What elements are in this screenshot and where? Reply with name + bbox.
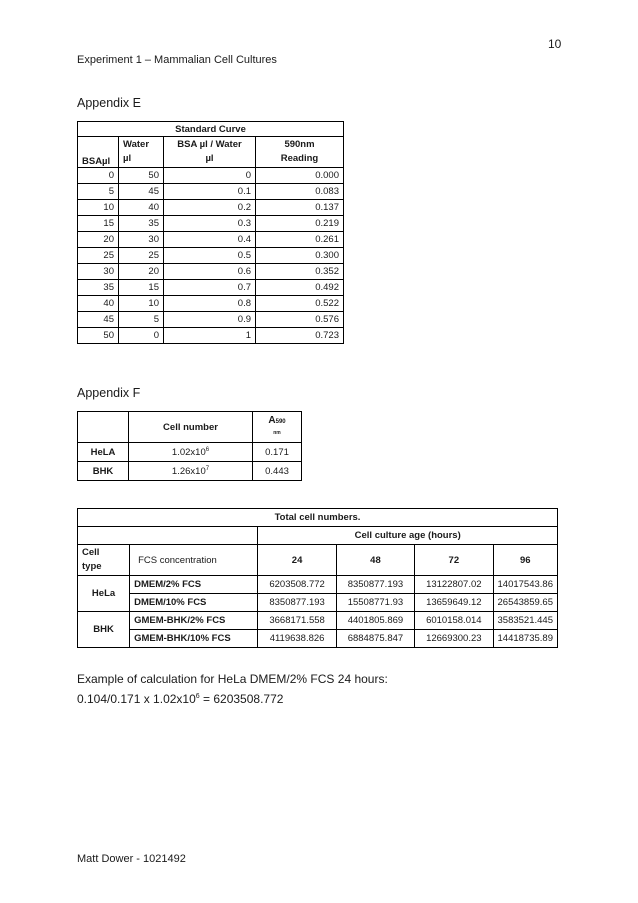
absorbance-bhk: 0.443 xyxy=(253,462,302,481)
cell-count-value: 13122807.02 xyxy=(415,576,493,594)
standard-curve-cell: 0.137 xyxy=(256,200,344,216)
appendix-f-title: Appendix F xyxy=(77,386,141,400)
header-reading: 590nm Reading xyxy=(256,137,344,168)
standard-curve-cell: 40 xyxy=(78,296,119,312)
header-cell-number: Cell number xyxy=(129,412,253,443)
standard-curve-cell: 0.300 xyxy=(256,248,344,264)
cell-count-value: 4401805.869 xyxy=(336,612,414,630)
standard-curve-cell: 0.492 xyxy=(256,280,344,296)
page-header: Experiment 1 – Mammalian Cell Cultures xyxy=(77,54,277,66)
standard-curve-cell: 25 xyxy=(78,248,119,264)
page-number: 10 xyxy=(548,37,562,51)
total-table-row xyxy=(78,594,558,612)
hour-96: 96 xyxy=(493,545,557,576)
standard-curve-title: Standard Curve xyxy=(78,122,344,137)
total-table-row xyxy=(78,630,558,648)
standard-curve-cell: 30 xyxy=(78,264,119,280)
header-ratio: BSA µl / Water µl xyxy=(164,137,256,168)
cell-type-header: Cell type xyxy=(78,545,130,576)
calculation-example xyxy=(77,671,388,708)
standard-curve-cell: 0 xyxy=(78,168,119,184)
standard-curve-cell: 0.219 xyxy=(256,216,344,232)
page-footer: Matt Dower - 1021492 xyxy=(77,853,186,865)
standard-curve-cell: 0.2 xyxy=(164,200,256,216)
cell-table-corner xyxy=(78,412,129,443)
cell-count-value: 12669300.23 xyxy=(415,630,493,648)
cell-count-value: 13659649.12 xyxy=(415,594,493,612)
cell-count-value: 14017543.86 xyxy=(493,576,557,594)
total-table-rows xyxy=(78,576,558,648)
calculation-line-2: 0.104/0.171 x $1.02x10^6 = 6203508.772$ xyxy=(77,692,284,706)
header-absorbance: A590 nm xyxy=(253,412,302,443)
standard-curve-row xyxy=(78,248,344,264)
standard-curve-cell: 0.352 xyxy=(256,264,344,280)
cell-count-value: 6884875.847 xyxy=(336,630,414,648)
cell-count-value: 8350877.193 xyxy=(258,594,336,612)
standard-curve-cell: 0.000 xyxy=(256,168,344,184)
cell-count-value: 3668171.558 xyxy=(258,612,336,630)
group-cell-type: HeLa xyxy=(78,576,130,612)
standard-curve-cell: 0.261 xyxy=(256,232,344,248)
standard-curve-cell: 50 xyxy=(78,328,119,344)
standard-curve-cell: 20 xyxy=(78,232,119,248)
cell-count-value: 14418735.89 xyxy=(493,630,557,648)
standard-curve-row xyxy=(78,296,344,312)
fcs-concentration: GMEM-BHK/10% FCS xyxy=(130,630,258,648)
standard-curve-cell: 35 xyxy=(119,216,164,232)
standard-curve-row xyxy=(78,264,344,280)
header-bsa: BSAµl xyxy=(78,137,119,168)
appendix-e-title: Appendix E xyxy=(77,96,141,110)
standard-curve-cell: 0 xyxy=(164,168,256,184)
cell-count-value: 6010158.014 xyxy=(415,612,493,630)
cell-number-hela: $1.02x10^6$ xyxy=(129,443,253,462)
absorbance-hela: 0.171 xyxy=(253,443,302,462)
cell-count-value: 15508771.93 xyxy=(336,594,414,612)
total-table-blank xyxy=(78,527,258,545)
standard-curve-cell: 0.5 xyxy=(164,248,256,264)
standard-curve-row xyxy=(78,216,344,232)
total-table-title: Total cell numbers. xyxy=(78,509,558,527)
cell-count-value: 3583521.445 xyxy=(493,612,557,630)
standard-curve-cell: 20 xyxy=(119,264,164,280)
hour-72: 72 xyxy=(415,545,493,576)
fcs-header: FCS concentration xyxy=(130,545,258,576)
standard-curve-cell: 0.1 xyxy=(164,184,256,200)
standard-curve-cell: 40 xyxy=(119,200,164,216)
header-water: Water µl xyxy=(119,137,164,168)
standard-curve-cell: 25 xyxy=(119,248,164,264)
standard-curve-cell: 10 xyxy=(78,200,119,216)
standard-curve-cell: 35 xyxy=(78,280,119,296)
standard-curve-rows xyxy=(78,168,344,344)
fcs-concentration: GMEM-BHK/2% FCS xyxy=(130,612,258,630)
cell-number-bhk: $1.26x10^7$ xyxy=(129,462,253,481)
standard-curve-cell: 45 xyxy=(78,312,119,328)
standard-curve-cell: 1 xyxy=(164,328,256,344)
standard-curve-cell: 0.7 xyxy=(164,280,256,296)
standard-curve-cell: 0.576 xyxy=(256,312,344,328)
hour-48: 48 xyxy=(336,545,414,576)
standard-curve-cell: 30 xyxy=(119,232,164,248)
fcs-concentration: DMEM/2% FCS xyxy=(130,576,258,594)
cell-count-value: 4119638.826 xyxy=(258,630,336,648)
group-cell-type: BHK xyxy=(78,612,130,648)
fcs-concentration: DMEM/10% FCS xyxy=(130,594,258,612)
standard-curve-row xyxy=(78,184,344,200)
cell-type-hela: HeLA xyxy=(78,443,129,462)
standard-curve-cell: 0.6 xyxy=(164,264,256,280)
age-header: Cell culture age (hours) xyxy=(258,527,558,545)
standard-curve-cell: 15 xyxy=(78,216,119,232)
standard-curve-cell: 0.723 xyxy=(256,328,344,344)
cell-count-value: 6203508.772 xyxy=(258,576,336,594)
standard-curve-row xyxy=(78,168,344,184)
standard-curve-row xyxy=(78,328,344,344)
standard-curve-cell: 15 xyxy=(119,280,164,296)
standard-curve-cell: 0 xyxy=(119,328,164,344)
hour-24: 24 xyxy=(258,545,336,576)
standard-curve-cell: 0.3 xyxy=(164,216,256,232)
cell-number-table xyxy=(77,411,302,481)
standard-curve-cell: 50 xyxy=(119,168,164,184)
standard-curve-row xyxy=(78,280,344,296)
standard-curve-cell: 5 xyxy=(78,184,119,200)
standard-curve-cell: 0.522 xyxy=(256,296,344,312)
standard-curve-cell: 10 xyxy=(119,296,164,312)
standard-curve-cell: 0.8 xyxy=(164,296,256,312)
calculation-line-1: Example of calculation for HeLa DMEM/2% FCS 24 hours: xyxy=(77,672,388,686)
standard-curve-cell: 0.9 xyxy=(164,312,256,328)
standard-curve-cell: 5 xyxy=(119,312,164,328)
cell-type-bhk: BHK xyxy=(78,462,129,481)
total-table-row xyxy=(78,576,558,594)
standard-curve-cell: 45 xyxy=(119,184,164,200)
standard-curve-row xyxy=(78,232,344,248)
cell-count-value: 8350877.193 xyxy=(336,576,414,594)
total-cell-numbers-table xyxy=(77,508,558,648)
standard-curve-cell: 0.083 xyxy=(256,184,344,200)
standard-curve-row xyxy=(78,312,344,328)
standard-curve-row xyxy=(78,200,344,216)
standard-curve-table xyxy=(77,121,344,344)
total-table-row xyxy=(78,612,558,630)
cell-count-value: 26543859.65 xyxy=(493,594,557,612)
standard-curve-cell: 0.4 xyxy=(164,232,256,248)
